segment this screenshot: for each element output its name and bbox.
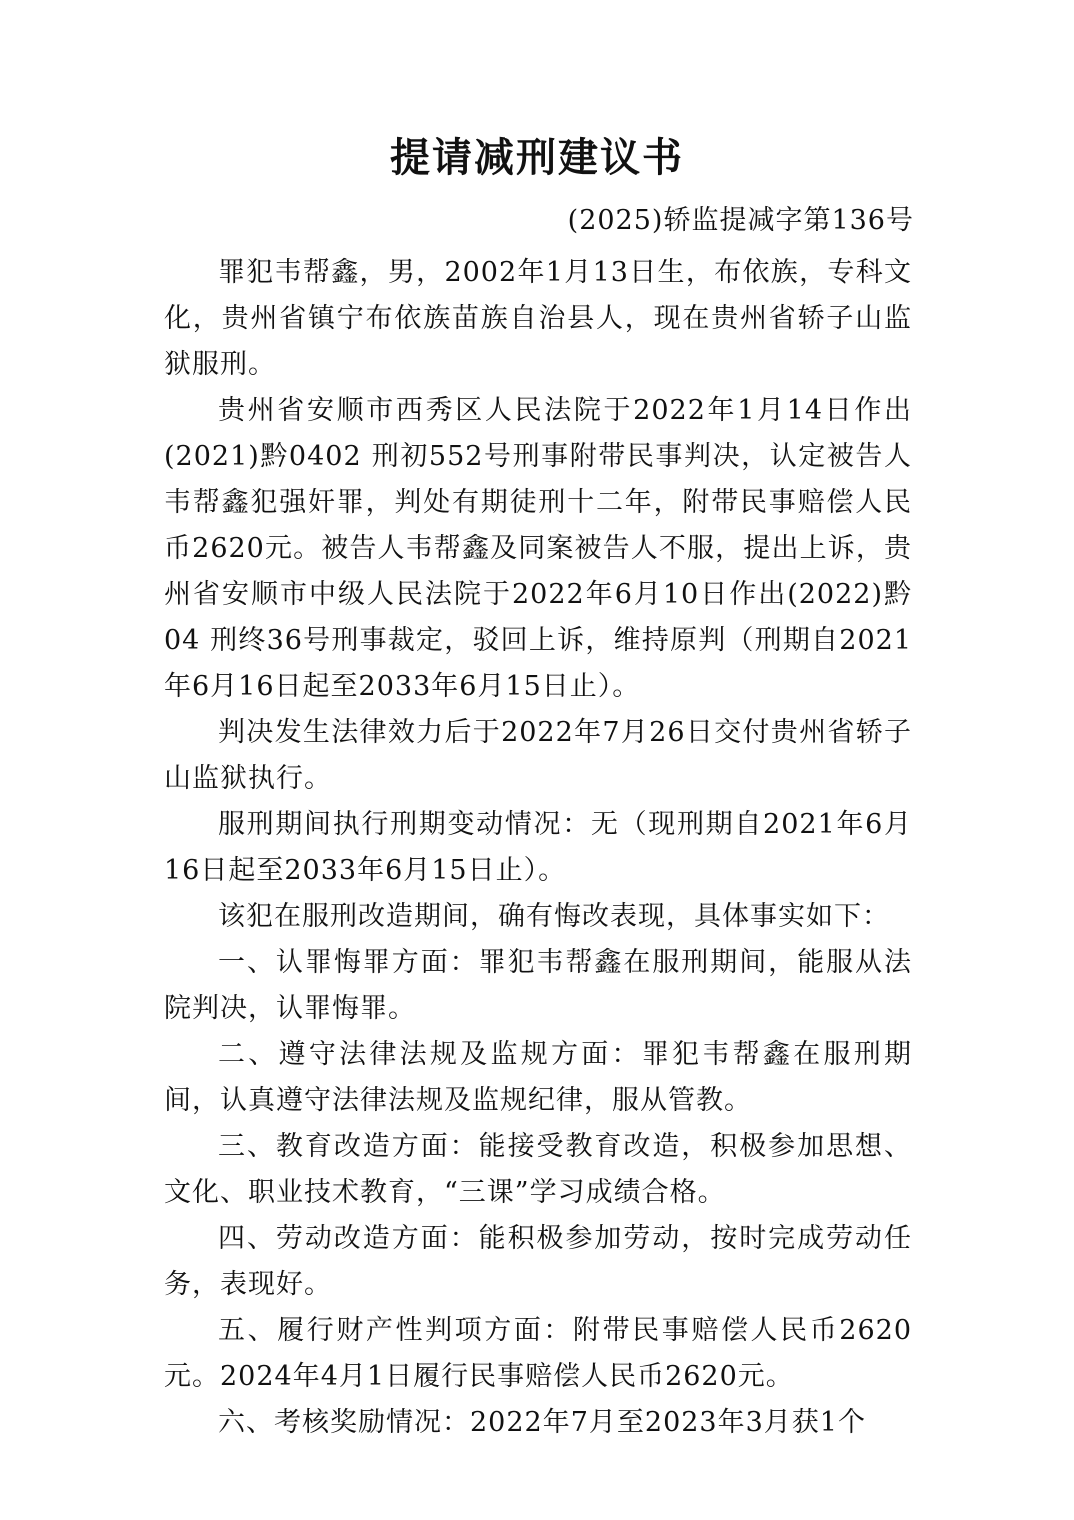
document-title: 提请减刑建议书: [390, 134, 684, 181]
document-number: (2025)轿监提减字第136号: [567, 205, 914, 236]
paragraph-point-4: 四、劳动改造方面：能积极参加劳动，按时完成劳动任务，表现好。: [164, 1223, 912, 1300]
paragraph-sentence-change: 服刑期间执行刑期变动情况：无（现刑期自2021年6月16日起至2033年6月15日止）。: [164, 809, 912, 886]
paragraph-point-6: 六、考核奖励情况：2022年7月至2023年3月获1个: [218, 1407, 866, 1438]
paragraph-point-2: 二、遵守法律法规及监规方面：罪犯韦帮鑫在服刑期间，认真遵守法律法规及监规纪律，服从管教。: [164, 1039, 912, 1116]
document-body: [164, 250, 912, 1446]
paragraph-execution: 判决发生法律效力后于2022年7月26日交付贵州省轿子山监狱执行。: [164, 717, 912, 794]
paragraph-judgment: 贵州省安顺市西秀区人民法院于2022年1月14日作出(2021)黔0402 刑初552号刑事附带民事判决，认定被告人韦帮鑫犯强奸罪，判处有期徒刑十二年，附带民事赔偿人民币2620元。被告人韦帮鑫及同案被告人不服，提出上诉，贵州省安顺市中级人民法院于2022年6月10日作出(2022)黔04 刑终36号刑事裁定，驳回上诉，维持原判（刑期自2021年6月16日起至2033年6月15日止）。: [164, 395, 912, 702]
paragraph-point-3: 三、教育改造方面：能接受教育改造，积极参加思想、文化、职业技术教育，“三课”学习成绩合格。: [164, 1131, 912, 1208]
paragraph-repentance-intro: 该犯在服刑改造期间，确有悔改表现，具体事实如下：: [218, 901, 890, 932]
paragraph-point-5: 五、履行财产性判项方面：附带民事赔偿人民币2620元。2024年4月1日履行民事赔偿人民币2620元。: [164, 1315, 912, 1392]
paragraph-point-1: 一、认罪悔罪方面：罪犯韦帮鑫在服刑期间，能服从法院判决，认罪悔罪。: [164, 947, 912, 1024]
paragraph-personal-info: 罪犯韦帮鑫，男，2002年1月13日生，布依族，专科文化，贵州省镇宁布依族苗族自治县人，现在贵州省轿子山监狱服刑。: [164, 257, 912, 380]
